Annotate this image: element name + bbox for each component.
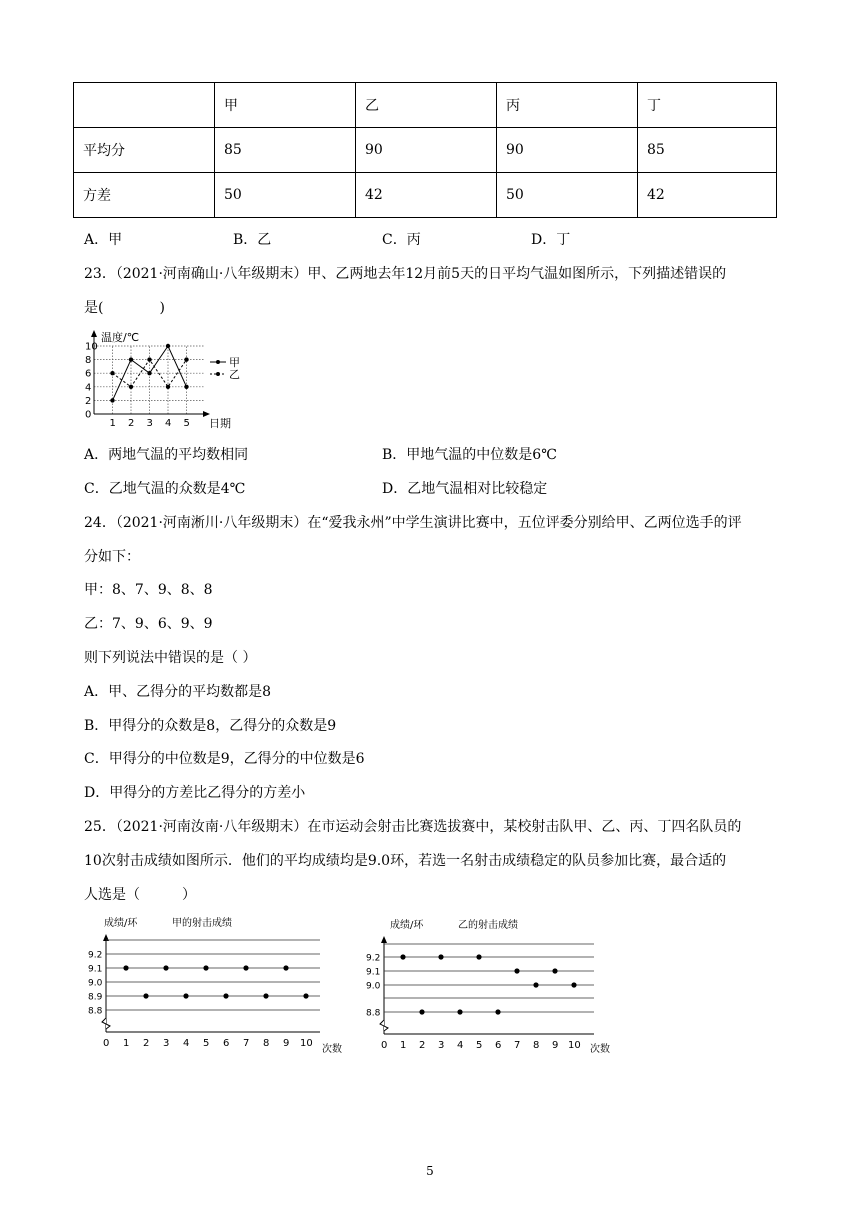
y-axis-arrow	[381, 936, 387, 943]
q24-option-a: A．甲、乙得分的平均数都是8	[84, 684, 272, 700]
jia-shooting-chart	[84, 910, 344, 1058]
table-cell: 85	[638, 128, 777, 173]
x-tick-label: 4	[165, 418, 172, 429]
q22-option-d: D．丁	[531, 232, 571, 248]
x-tick-label: 10	[568, 1040, 581, 1051]
y-tick-label: 6	[85, 368, 92, 380]
y-tick-label: 9.2	[88, 950, 103, 961]
page-number: 5	[426, 1164, 434, 1178]
x-tick-label: 4	[457, 1040, 464, 1051]
q22-option-c: C．丙	[382, 232, 421, 248]
y-tick-label: 9.1	[88, 964, 103, 975]
q23-option-c: C．乙地气温的众数是4℃	[84, 481, 246, 497]
data-point	[223, 993, 228, 998]
x-tick-label: 1	[109, 418, 116, 429]
x-tick-label: 9	[552, 1040, 559, 1051]
table-cell	[74, 83, 215, 128]
x-tick-label: 2	[143, 1038, 150, 1049]
x-tick-label: 3	[163, 1038, 170, 1049]
chart-title: 甲的射击成绩	[172, 918, 232, 929]
q24-question: 则下列说法中错误的是（ ）	[84, 650, 257, 666]
chart-title: 乙的射击成绩	[458, 920, 518, 931]
table-cell: 42	[638, 173, 777, 218]
table-cell: 甲	[215, 83, 356, 128]
y-tick-label: 2	[85, 395, 92, 407]
x-tick-label: 5	[183, 418, 190, 429]
data-point	[400, 954, 405, 959]
data-point	[303, 993, 308, 998]
data-point	[243, 965, 248, 970]
axis-break-mark	[380, 1020, 388, 1031]
data-point	[110, 398, 114, 402]
x-tick-label: 0	[103, 1038, 110, 1049]
x-tick-label: 2	[128, 418, 135, 429]
table-cell: 丙	[497, 83, 638, 128]
chart-xlabel: 次数	[590, 1044, 610, 1055]
q23-stem-line2: 是( )	[84, 300, 165, 316]
data-point	[263, 993, 268, 998]
table-row	[74, 128, 777, 173]
data-point	[184, 357, 188, 361]
data-point	[123, 965, 128, 970]
x-tick-label: 3	[146, 418, 153, 429]
data-point	[143, 993, 148, 998]
y-tick-label: 9.0	[366, 981, 381, 992]
q24-option-d: D．甲得分的方差比乙得分的方差小	[84, 785, 306, 801]
x-tick-label: 7	[514, 1040, 521, 1051]
table-cell: 50	[215, 173, 356, 218]
chart-xlabel: 日期	[209, 417, 231, 430]
q22-option-b: B．乙	[233, 232, 272, 248]
data-point	[203, 965, 208, 970]
data-point	[183, 993, 188, 998]
data-point	[110, 371, 114, 375]
x-tick-label: 1	[400, 1040, 407, 1051]
y-tick-label: 9.1	[366, 967, 381, 978]
q25-stem-line3: 人选是（ ）	[84, 887, 196, 903]
table-cell: 42	[356, 173, 497, 218]
x-tick-label: 6	[495, 1040, 502, 1051]
table-cell: 丁	[638, 83, 777, 128]
y-tick-label: 4	[85, 382, 92, 394]
data-point	[163, 965, 168, 970]
y-tick-label: 0	[85, 409, 92, 421]
data-point	[514, 968, 519, 973]
data-point	[147, 371, 151, 375]
axis-break-mark	[102, 1018, 110, 1029]
y-tick-label: 10	[85, 341, 98, 353]
y-tick-label: 8.9	[88, 992, 103, 1003]
q25-stem-line1: 25．（2021·河南汝南·八年级期末）在市运动会射击比赛选拔赛中，某校射击队甲、乙、丙、丁四名队员的	[84, 819, 742, 835]
data-point	[129, 385, 133, 389]
data-point	[533, 982, 538, 987]
y-tick-label: 9.0	[88, 978, 103, 989]
temperature-line-chart	[84, 326, 254, 430]
q24-option-c: C．甲得分的中位数是9，乙得分的中位数是6	[84, 751, 365, 767]
legend-series-2: 乙	[229, 368, 240, 381]
q24-stem-line1: 24．（2021·河南淅川·八年级期末）在“爱我永州”中学生演讲比赛中，五位评委分别给甲、乙两位选手的评	[84, 515, 742, 531]
q24-scores-yi: 乙：7、9、6、9、9	[84, 616, 213, 632]
table-row	[74, 83, 777, 128]
data-point	[166, 385, 170, 389]
q24-stem-line2: 分如下：	[84, 549, 140, 565]
x-tick-label: 4	[183, 1038, 190, 1049]
x-tick-label: 7	[243, 1038, 250, 1049]
q24-scores-jia: 甲：8、7、9、8、8	[84, 582, 213, 598]
chart-ylabel: 成绩/环	[104, 918, 138, 929]
x-tick-label: 8	[533, 1040, 540, 1051]
q23-option-a: A．两地气温的平均数相同	[84, 447, 249, 463]
x-tick-label: 5	[203, 1038, 210, 1049]
q25-stem-line2: 10次射击成绩如图所示．他们的平均成绩均是9.0环，若选一名射击成绩稳定的队员参加比赛，最合适的	[84, 853, 727, 869]
data-point	[571, 982, 576, 987]
table-cell: 方差	[74, 173, 215, 218]
chart-xlabel: 次数	[322, 1044, 342, 1055]
q24-option-b: B．甲得分的众数是8，乙得分的众数是9	[84, 718, 337, 734]
table-cell: 乙	[356, 83, 497, 128]
chart-ylabel: 温度/℃	[101, 331, 140, 344]
y-tick-label: 9.2	[366, 953, 381, 964]
x-tick-label: 10	[300, 1038, 313, 1049]
yi-shooting-chart	[362, 910, 622, 1058]
x-tick-label: 2	[419, 1040, 426, 1051]
table-cell: 90	[497, 128, 638, 173]
legend-series-1: 甲	[229, 356, 240, 369]
q23-option-d: D．乙地气温相对比较稳定	[382, 481, 548, 497]
data-point	[283, 965, 288, 970]
table-cell: 90	[356, 128, 497, 173]
chart-ylabel: 成绩/环	[390, 920, 424, 931]
y-tick-label: 8	[85, 355, 92, 367]
x-tick-label: 6	[223, 1038, 230, 1049]
data-point	[476, 954, 481, 959]
data-point	[166, 344, 170, 348]
x-tick-label: 0	[381, 1040, 388, 1051]
x-tick-label: 1	[123, 1038, 130, 1049]
table-cell: 50	[497, 173, 638, 218]
data-point	[419, 1009, 424, 1014]
x-tick-label: 9	[283, 1038, 290, 1049]
q23-option-b: B．甲地气温的中位数是6℃	[382, 447, 557, 463]
data-point	[184, 385, 188, 389]
data-point	[147, 357, 151, 361]
y-tick-label: 8.8	[88, 1006, 103, 1017]
y-tick-label: 8.8	[366, 1008, 381, 1019]
q22-option-a: A．甲	[84, 232, 123, 248]
data-point	[129, 357, 133, 361]
data-point	[552, 968, 557, 973]
table-cell: 平均分	[74, 128, 215, 173]
x-tick-label: 8	[263, 1038, 270, 1049]
table-row	[74, 173, 777, 218]
data-point	[438, 954, 443, 959]
table-cell: 85	[215, 128, 356, 173]
score-table	[73, 82, 777, 218]
x-tick-label: 3	[438, 1040, 445, 1051]
x-tick-label: 5	[476, 1040, 483, 1051]
data-point	[495, 1009, 500, 1014]
q23-stem-line1: 23．（2021·河南确山·八年级期末）甲、乙两地去年12月前5天的日平均气温如图所示，下列描述错误的	[84, 266, 727, 282]
data-point	[457, 1009, 462, 1014]
